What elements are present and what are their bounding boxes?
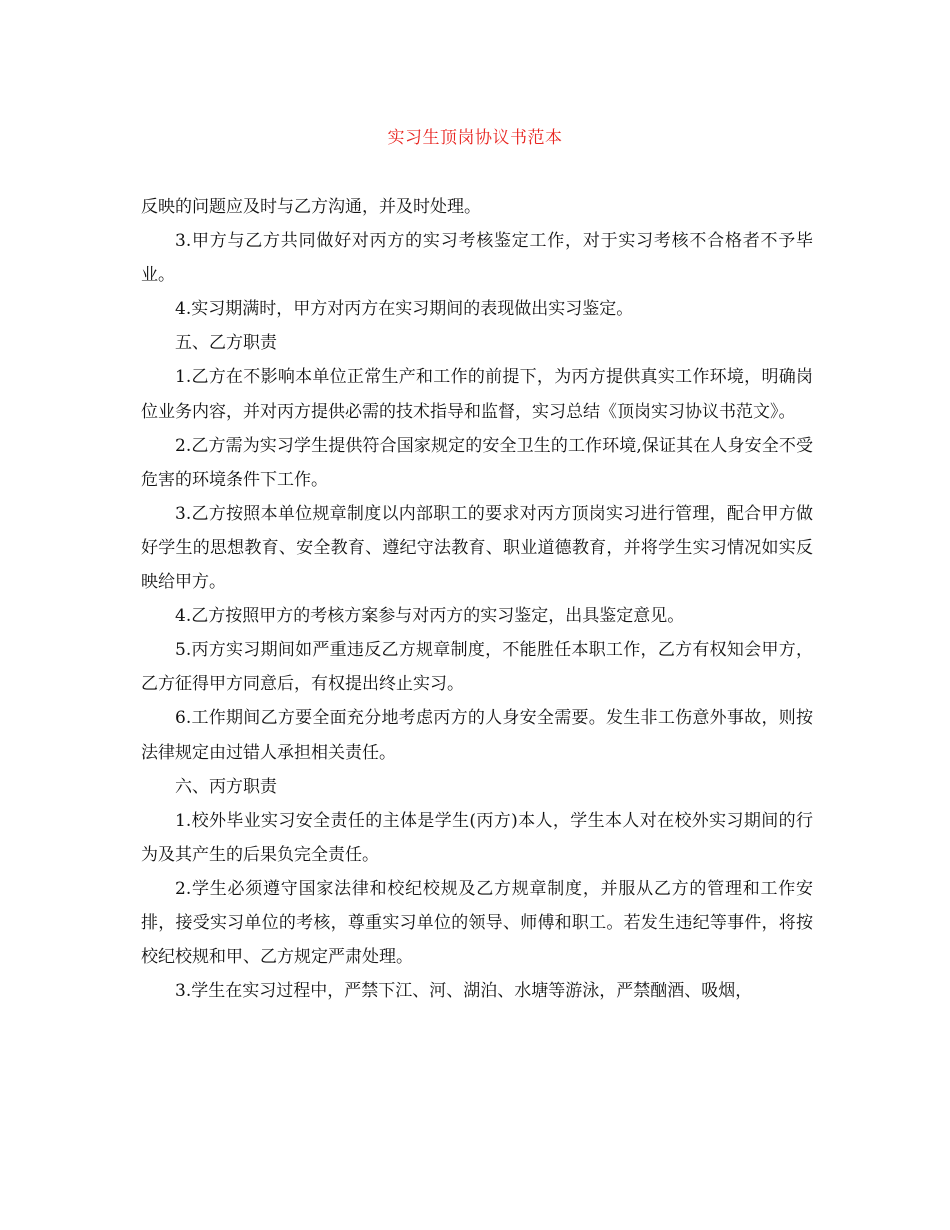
section-heading-6: 六、丙方职责 xyxy=(175,776,277,797)
paragraph-9: 5.丙方实习期间如严重违反乙方规章制度，不能胜任本职工作，乙方有权知会甲方，乙方征得甲方同意后，有权提出终止实习。 xyxy=(141,640,813,695)
document-title: 实习生顶岗协议书范本 xyxy=(387,128,563,148)
paragraph-7: 3.乙方按照本单位规章制度以内部职工的要求对丙方顶岗实习进行管理，配合甲方做好学生的思想教育、安全教育、遵纪守法教育、职业道德教育，并将学生实习情况如实反映给甲方。 xyxy=(141,503,813,593)
section-heading-5: 五、乙方职责 xyxy=(175,333,277,354)
paragraph-3: 4.实习期满时，甲方对丙方在实习期间的表现做出实习鉴定。 xyxy=(175,299,634,320)
document-body xyxy=(141,190,813,1008)
paragraph-6: 2.乙方需为实习学生提供符合国家规定的安全卫生的工作环境,保证其在人身安全不受危害的环境条件下工作。 xyxy=(141,435,813,490)
paragraph-8: 4.乙方按照甲方的考核方案参与对丙方的实习鉴定，出具鉴定意见。 xyxy=(175,606,685,627)
paragraph-10: 6.工作期间乙方要全面充分地考虑丙方的人身安全需要。发生非工伤意外事故，则按法律规定由过错人承担相关责任。 xyxy=(141,708,813,763)
paragraph-2: 3.甲方与乙方共同做好对丙方的实习考核鉴定工作，对于实习考核不合格者不予毕业。 xyxy=(141,231,813,286)
paragraph-5: 1.乙方在不影响本单位正常生产和工作的前提下，为丙方提供真实工作环境，明确岗位业务内容，并对丙方提供必需的技术指导和监督，实习总结《顶岗实习协议书范文》。 xyxy=(141,367,813,422)
paragraph-13: 2.学生必须遵守国家法律和校纪校规及乙方规章制度，并服从乙方的管理和工作安排，接受实习单位的考核，尊重实习单位的领导、师傅和职工。若发生违纪等事件，将按校纪校规和甲、乙方规定严肃处理。 xyxy=(141,878,813,968)
paragraph-1: 反映的问题应及时与乙方沟通，并及时处理。 xyxy=(141,197,481,217)
paragraph-12: 1.校外毕业实习安全责任的主体是学生(丙方)本人，学生本人对在校外实习期间的行为及其产生的后果负完全责任。 xyxy=(141,810,813,865)
paragraph-14: 3.学生在实习过程中，严禁下江、河、湖泊、水塘等游泳，严禁酗酒、吸烟， xyxy=(175,981,753,1002)
